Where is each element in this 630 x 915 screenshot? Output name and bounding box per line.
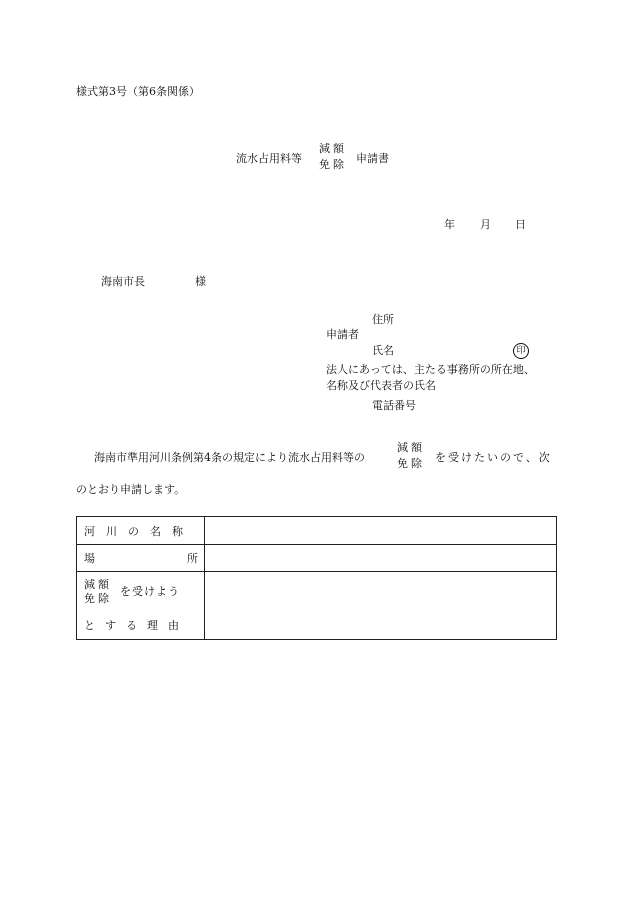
place-label: 場 所 bbox=[84, 552, 198, 565]
body-line1-pre: 海南市準用河川条例第4条の規定により流水占用料等の bbox=[94, 451, 365, 464]
place-value[interactable] bbox=[205, 545, 557, 572]
addressee-honorific: 様 bbox=[195, 275, 206, 288]
reason-exempt: 免除 bbox=[84, 591, 112, 605]
reason-post: を受けよう bbox=[120, 585, 180, 598]
body-reduce-exempt bbox=[397, 442, 425, 469]
title-prefix: 流水占用料等 bbox=[236, 152, 302, 165]
applicant-phone-label: 電話番号 bbox=[372, 399, 416, 412]
applicant-label: 申請者 bbox=[326, 328, 359, 341]
river-name-value[interactable] bbox=[205, 517, 557, 545]
body-line1-post: を受けたいので、次 bbox=[435, 451, 552, 464]
applicant-name-label: 氏名 bbox=[372, 344, 394, 357]
title-reduce-exempt bbox=[319, 143, 347, 170]
title-exempt: 免除 bbox=[319, 158, 347, 171]
corporation-note-line1: 法人にあっては、主たる事務所の所在地、 bbox=[326, 363, 535, 376]
date-month: 月 bbox=[480, 218, 491, 231]
body-reduce: 減額 bbox=[397, 441, 425, 454]
table-row-place bbox=[77, 545, 557, 572]
application-table bbox=[76, 516, 557, 640]
table-row-river-name bbox=[77, 517, 557, 545]
body-line2: のとおり申請します。 bbox=[76, 483, 186, 496]
title-suffix: 申請書 bbox=[356, 152, 389, 165]
corporation-note-line2: 名称及び代表者の氏名 bbox=[326, 379, 436, 392]
applicant-address-label: 住所 bbox=[372, 313, 394, 326]
reason-value[interactable] bbox=[205, 572, 557, 640]
date-day: 日 bbox=[515, 218, 526, 231]
reason-label bbox=[84, 579, 198, 633]
river-name-label: 河川の名称 bbox=[84, 524, 194, 538]
form-number: 様式第3号（第6条関係） bbox=[76, 85, 200, 98]
table-row-reason bbox=[77, 572, 557, 640]
title-reduce: 減額 bbox=[319, 142, 347, 155]
seal-icon: 印 bbox=[513, 343, 529, 359]
place-label-cell bbox=[77, 545, 205, 572]
reason-reduce: 減額 bbox=[84, 577, 112, 591]
reason-label-cell bbox=[77, 572, 205, 640]
river-name-label-cell bbox=[77, 517, 205, 545]
addressee-name: 海南市長 bbox=[101, 275, 145, 288]
date-year: 年 bbox=[444, 218, 455, 231]
reason-line2: とする理由 bbox=[84, 618, 189, 632]
body-exempt: 免除 bbox=[397, 457, 425, 470]
